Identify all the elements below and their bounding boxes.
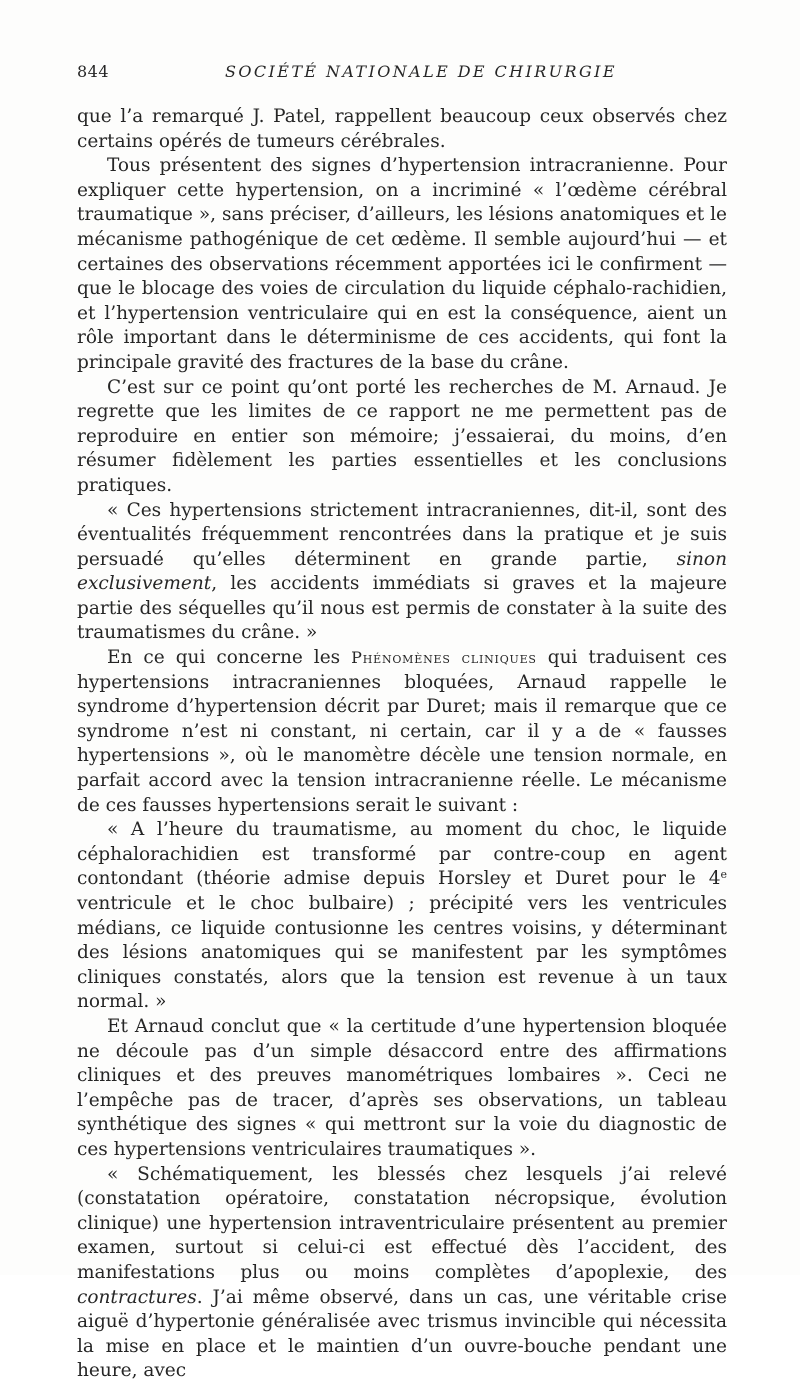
paragraph-continued [77,105,727,154]
paragraph-quote-trauma [77,818,727,1015]
paragraph-clinical-phenomena [77,646,727,818]
paragraph-text: , les accidents immédiats si graves et la majeure partie des séquelles qu’il nous est permis de constater à la suite des traumatismes du crâne. » [77,573,727,644]
paragraph-arnaud-research [77,376,727,499]
paragraph-text: En ce qui concerne les [107,647,352,669]
page-header [77,62,727,88]
paragraph-text: « Schématiquement, les blessés chez lesquels j’ai relevé (constatation opératoire, constatation nécropsique, évolution clinique) une hypertension intraventriculaire présentent au premier examen, surtout si celui-ci est effectué dès l’accident, des manifestations plus ou moins complètes d’apoplexie, des [77,1163,727,1283]
body-text [77,105,727,1384]
running-head: SOCIÉTÉ NATIONALE DE CHIRURGIE [225,62,617,81]
superscript: e [720,868,727,882]
page-number: 844 [77,62,110,81]
italic-emphasis: sinon exclusivement [77,548,727,595]
paragraph-text: C’est sur ce point qu’ont porté les recherches de M. Arnaud. Je regrette que les limites de ce rapport ne me permettent pas de reproduire en entier son mémoire; j’essaierai, du moins, d’en résumer fidèlement les parties essentielles et les conclusions pratiques. [77,376,727,496]
paragraph-text: qui traduisent ces hypertensions intracraniennes bloquées, Arnaud rappelle le syndrome d’hypertension décrit par Duret; mais il remarque que ce syndrome n’est ni constant, ni certain, car il y a de « fausses hypertensions », où le manomètre décèle une tension normale, en parfait accord avec la tension intracranienne réelle. Le mécanisme de ces fausses hypertensions serait le suivant : [77,647,727,816]
paragraph-hypertension [77,154,727,375]
paragraph-text: « A l’heure du traumatisme, au moment du choc, le liquide céphalorachidien est transformé par contre-coup en agent contondant (théorie admise depuis Horsley et Duret pour le 4 [77,819,727,890]
paragraph-conclusion [77,1015,727,1163]
italic-emphasis: contractures [77,1286,197,1308]
paragraph-text: . J’ai même observé, dans un cas, une véritable crise aiguë d’hypertonie généralisée avec trismus invincible qui nécessita la mise en place et le maintien d’un ouvre-bouche pendant une heure, avec [77,1286,727,1382]
paragraph-text: ventricule et le choc bulbaire) ; précipité vers les ventricules médians, ce liquide contusionne les centres voisins, y déterminant des lésions anatomiques qui se manifestent par les symptômes cliniques constatés, alors que la tension est revenue à un taux normal. » [77,893,727,1013]
smallcaps-heading: Phénomènes cliniques [351,648,537,668]
paragraph-text: Et Arnaud conclut que « la certitude d’une hypertension bloquée ne découle pas d’un simple désaccord entre des affirmations cliniques et des preuves manométriques lombaires ». Ceci ne l’empêche pas de tracer, d’après ses observations, un tableau synthétique des signes « qui mettront sur la voie du diagnostic de ces hypertensions ventriculaires traumatiques ». [77,1015,727,1160]
paragraph-text: que l’a remarqué J. Patel, rappellent beaucoup ceux observés chez certains opérés de tumeurs cérébrales. [77,106,727,152]
paragraph-text: « Ces hypertensions strictement intracraniennes, dit-il, sont des éventualités fréquemment rencontrées dans la pratique et je suis persuadé qu’elles déterminent en grande partie, [77,499,727,570]
paragraph-quote-hypertensions [77,499,727,647]
paragraph-text: Tous présentent des signes d’hypertension intracranienne. Pour expliquer cette hypertension, on a incriminé « l’œdème cérébral traumatique », sans préciser, d’ailleurs, les lésions anatomiques et le mécanisme pathogénique de cet œdème. Il semble aujourd’hui — et certaines des observations récemment apportées ici le confirment — que le blocage des voies de circulation du liquide céphalo-rachidien, et l’hypertension ventriculaire qui en est la conséquence, aient un rôle important dans le déterminisme de ces accidents, qui font la principale gravité des fractures de la base du crâne. [77,155,727,373]
paragraph-quote-schematic [77,1163,727,1384]
